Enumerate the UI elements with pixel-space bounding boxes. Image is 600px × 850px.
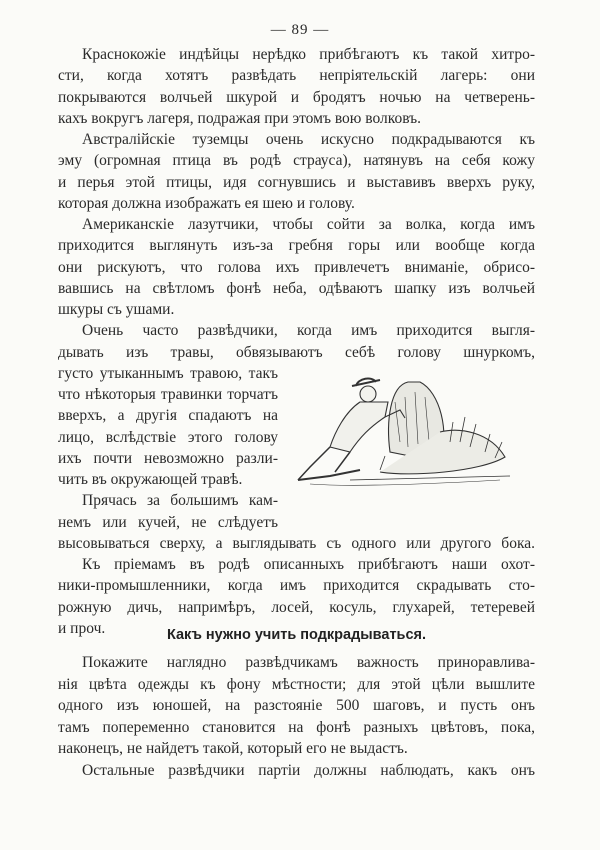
text-line: вверхъ, а другія спадаютъ на [58, 407, 278, 425]
text-line: которая должна изображать ея шею и голову. [58, 194, 355, 212]
text-line: Къ пріемамъ въ родѣ описанныхъ прибѣгаютъ наши охот- [82, 556, 535, 573]
illustration-scout-behind-rock [290, 372, 512, 494]
text-line: Американскіе лазутчики, чтобы сойти за волка, когда имъ [82, 216, 535, 233]
text-line: Очень часто развѣдчики, когда имъ приходится выгля- [82, 322, 535, 340]
text-line: Краснокожіе индѣйцы нерѣдко прибѣгаютъ къ такой хитро- [82, 46, 535, 63]
text-line: тамъ попеременно становится на фонѣ разныхъ цвѣтовъ, пока, [58, 718, 535, 736]
text-line: шкуры съ ушами. [58, 301, 175, 318]
text-line: Прячась за большимъ кам- [82, 492, 278, 510]
text-line: Австралійскіе туземцы очень искусно подкрадываются къ [82, 131, 535, 148]
text-line: приходится выглянуть изъ-за гребня горы или вообще когда [58, 237, 535, 255]
text-line: вавшись на свѣтломъ фонѣ неба, одѣваютъ шапку изъ волчьей [58, 279, 535, 297]
text-line: покрываются волчьей шкурой и бродятъ ночью на четверень- [58, 88, 535, 106]
text-line: Покажите наглядно развѣдчикамъ важность приноравлива- [82, 654, 535, 671]
text-line: Остальные развѣдчики партіи должны наблюдать, какъ онъ [82, 761, 535, 779]
text-line: высовываться сверху, а выглядывать съ одного или другого бока. [58, 534, 535, 552]
text-line: наконецъ, не найдетъ такой, который его не выдастъ. [58, 740, 408, 757]
text-line: сти, когда хотятъ развѣдать непріятельскій лагерь: они [58, 67, 535, 85]
text-line: немъ или кучей, не слѣдуетъ [58, 513, 278, 531]
text-line: лицо, вслѣдствіе этого голову [58, 428, 278, 446]
text-line: ники-промышленники, когда имъ приходится скрадывать сто- [58, 577, 535, 595]
text-line: и перья этой птицы, идя согнувшись и выставивъ вверхъ руку, [58, 173, 535, 191]
text-line: и проч. [58, 619, 106, 637]
page-number: — 89 — [270, 22, 330, 38]
section-heading: Какъ нужно учить подкрадываться. [166, 627, 427, 643]
text-line: чить въ окружающей травѣ. [58, 471, 243, 488]
text-line: кахъ вокругъ лагеря, подражая при этомъ вою волковъ. [58, 109, 422, 127]
text-line: дывать изъ травы, обвязываютъ себѣ голову шнуркомъ, [58, 343, 535, 361]
text-line: одного изъ юношей, на разстояніе 500 шаговъ, и пусть онъ [58, 697, 535, 714]
text-line: нія цвѣта одежды къ фону мѣстности; для этой цѣли вышлите [58, 675, 535, 693]
text-line: густо утыканнымъ травою, такъ [58, 364, 278, 382]
text-line: эму (огромная птица въ родѣ страуса), натянувъ на себя кожу [58, 152, 535, 170]
text-line: рожную дичь, напримѣръ, лосей, косуль, глухарей, тетеревей [58, 598, 535, 616]
text-line: что нѣкоторыя травинки торчатъ [58, 386, 278, 403]
text-line: они рискуютъ, что голова ихъ привлечетъ вниманіе, обрисо- [58, 258, 535, 276]
text-line: ихъ почти невозможно разли- [58, 449, 278, 467]
